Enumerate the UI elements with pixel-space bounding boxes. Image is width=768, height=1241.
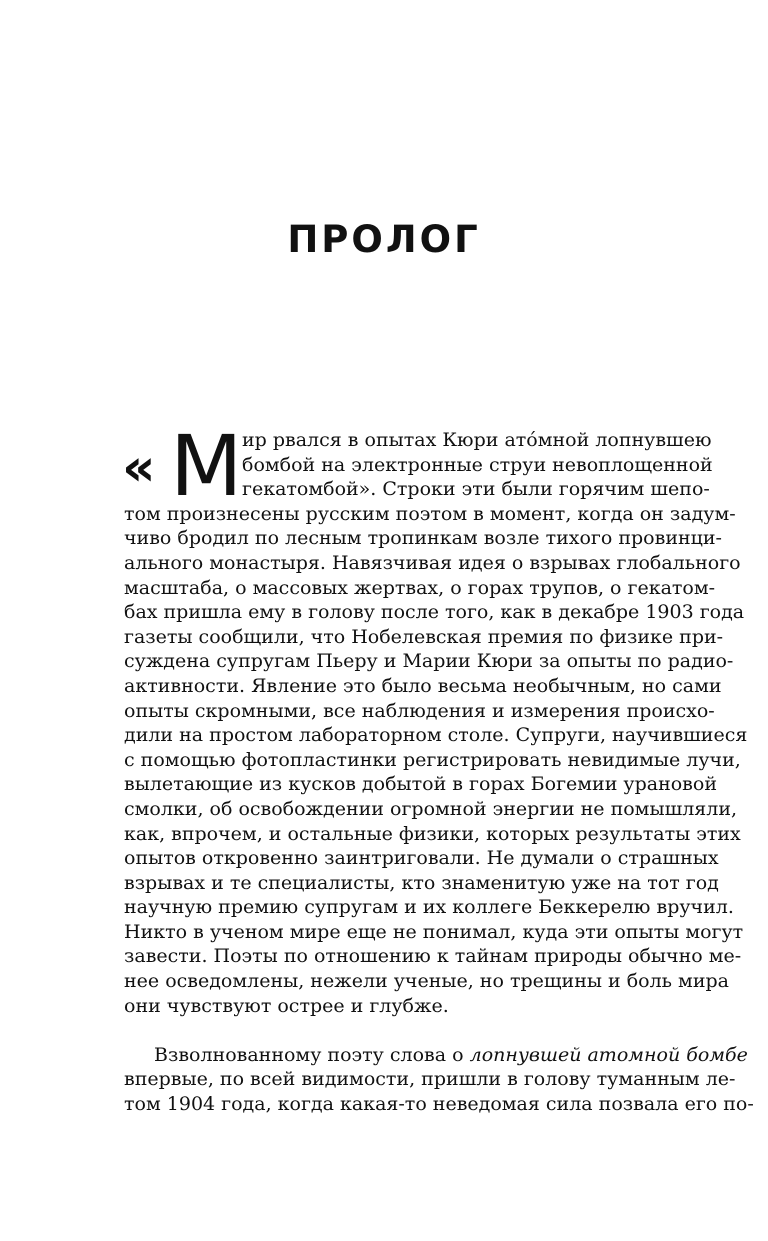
text-line: научную премию супругам и их коллеге Беккерелю вручил. — [124, 896, 734, 919]
text-line: том 1904 года, когда какая-то неведомая сила позвала его по- — [124, 1092, 754, 1115]
drop-cap-letter: М — [170, 417, 243, 515]
text-line: Никто в ученом мире еще не понимал, куда эти опыты могут — [124, 920, 744, 943]
text-line: том произнесены русским поэтом в момент, когда он задум- — [124, 502, 736, 525]
paragraph-gap — [124, 1018, 690, 1042]
text-line: опытов откровенно заинтриговали. Не думали о страшных — [124, 847, 719, 870]
text-line: они чувствуют острее и глубже. — [124, 994, 449, 1017]
paragraph-2 — [124, 1043, 754, 1117]
text-line: бомбой на электронные струи невоплощенной — [242, 453, 713, 476]
text-line: дили на простом лабораторном столе. Супруги, научившиеся — [124, 724, 748, 747]
body-text — [124, 428, 754, 1116]
text-line: как, впрочем, и остальные физики, которых результаты этих — [124, 822, 741, 845]
text-line: газеты сообщили, что Нобелевская премия по физике при- — [124, 625, 724, 648]
text-line: нее осведомлены, нежели ученые, но трещины и боль мира — [124, 970, 729, 993]
drop-cap-quote-mark: « — [122, 438, 156, 498]
text-line: масштаба, о массовых жертвах, о горах трупов, о гекатом- — [124, 576, 716, 599]
chapter-title: ПРОЛОГ — [287, 218, 481, 261]
text-line: с помощью фотопластинки регистрировать невидимые лучи, — [124, 748, 741, 771]
text-line: взрывах и те специалисты, кто знаменитую уже на тот год — [124, 871, 719, 894]
text-line: ального монастыря. Навязчивая идея о взрывах глобального — [124, 551, 741, 574]
text-line: ир рвался в опытах Кюри ато́мной лопнувшею — [242, 429, 712, 451]
text-line: завести. Поэты по отношению к тайнам природы обычно ме- — [124, 945, 742, 968]
text-line: опыты скромными, все наблюдения и измерения происхо- — [124, 699, 715, 722]
text-line — [124, 1043, 748, 1068]
text-run: Взволнованному поэту слова о — [154, 1043, 470, 1066]
italic-quote: лопнувшей атомной бомбе — [469, 1043, 748, 1066]
text-line: впервые, по всей видимости, пришли в голову туманным ле- — [124, 1068, 736, 1091]
paragraph-1 — [124, 428, 748, 1018]
text-line: суждена супругам Пьеру и Марии Кюри за опыты по радио- — [124, 650, 734, 673]
text-line: вылетающие из кусков добытой в горах Богемии урановой — [124, 773, 717, 796]
text-line: гекатомбой». Строки эти были горячим шепо- — [242, 478, 710, 501]
text-line: чиво бродил по лесным тропинкам возле тихого провинци- — [124, 527, 722, 550]
text-line: смолки, об освобождении огромной энергии не помышляли, — [124, 797, 738, 820]
text-line: активности. Явление это было весьма необычным, но сами — [124, 674, 722, 697]
text-line: бах пришла ему в голову после того, как в декабре 1903 года — [124, 601, 745, 624]
